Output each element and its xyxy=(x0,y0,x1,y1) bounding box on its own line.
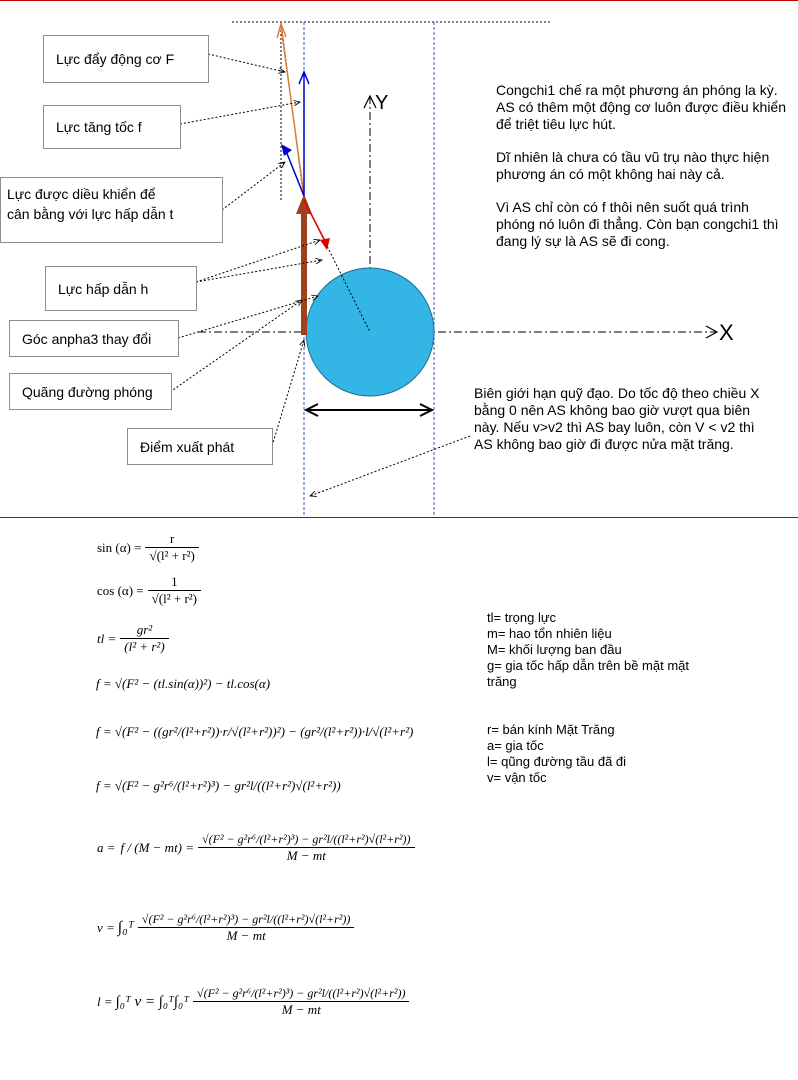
formula-l-lhs: l = xyxy=(97,994,113,1009)
formula-sin-den: √(l² + r²) xyxy=(149,548,195,563)
leader-path xyxy=(170,300,302,392)
formula-l-num: √(F² − g²r⁶/(l²+r²)³) − gr²l/((l²+r²)√(l²+r²)) xyxy=(193,986,409,1002)
formula-f1-rhs: √(F² − (tl.sin(α))²) − tl.cos(α) xyxy=(114,676,271,691)
formula-cos-num: 1 xyxy=(148,574,201,591)
leader-balance xyxy=(222,162,285,210)
formula-a-den: M − mt xyxy=(286,848,326,863)
formula-sin-lhs: sin (α) = xyxy=(97,539,142,555)
label-thrust: Lực đẩy động cơ F xyxy=(43,35,209,83)
formula-cos-den: √(l² + r²) xyxy=(151,591,198,606)
formula-v-num: √(F² − g²r⁶/(l²+r²)³) − gr²l/((l²+r²)√(l²+r²)) xyxy=(138,912,354,928)
formula-tl-den: (l² + r²) xyxy=(124,639,165,654)
formula-a-mid: f / (M − mt) = xyxy=(120,840,195,855)
legend-g2: trăng xyxy=(487,674,517,689)
formula-v-den: M − mt xyxy=(226,928,266,943)
formula-cos xyxy=(96,574,201,607)
label-start: Điểm xuất phát xyxy=(127,428,273,465)
formula-tl-num: gr² xyxy=(120,622,168,639)
description xyxy=(496,82,786,266)
formula-l-integral: ∫₀ᵀ v = ∫₀ᵀ∫₀ᵀ xyxy=(115,993,190,1010)
gravity-arrowhead xyxy=(320,238,330,250)
formula-f2-lhs: f = xyxy=(96,724,112,739)
label-path: Quãng đường phóng xyxy=(9,373,172,410)
formula-cos-lhs: cos (α) = xyxy=(97,582,144,598)
formula-a-num: √(F² − g²r⁶/(l²+r²)³) − gr²l/((l²+r²)√(l²+r²)) xyxy=(198,832,414,848)
formula-tl xyxy=(96,622,169,655)
formula-v-integral: ∫₀ᵀ xyxy=(117,919,134,936)
leader-thrust xyxy=(208,54,285,72)
label-balance-line2: cân bằng với lực hấp dẫn t xyxy=(7,206,174,222)
formula-sin-num: r xyxy=(145,531,198,548)
formula-f1 xyxy=(96,676,270,692)
formula-f2 xyxy=(96,724,413,740)
legend-v: v= vận tốc xyxy=(487,770,547,785)
legend-group-1 xyxy=(487,610,689,690)
border-note: Biên giới hạn quỹ đạo. Do tốc độ theo chiều X bằng 0 nên AS không bao giờ vượt qua biên này. Nếu v>v2 thì AS bay luôn, còn V < v2 thì AS không bao giờ đi được nửa mặt trăng. xyxy=(474,385,760,452)
formula-l xyxy=(96,986,409,1018)
formula-l-den: M − mt xyxy=(281,1002,321,1017)
formula-tl-lhs: tl = xyxy=(97,630,117,646)
description-p3: Vì AS chỉ còn có f thôi nên suốt quá trình phóng nó luôn đi thẳng. Còn bạn congchi1 thì đang lý sự là AS sẽ đi cong. xyxy=(496,199,779,249)
formula-a xyxy=(96,832,415,864)
description-p2: Dĩ nhiên là chưa có tầu vũ trụ nào thực hiện phương án có một không hai này cả. xyxy=(496,149,770,182)
leader-start xyxy=(272,340,304,446)
formula-v-lhs: v = xyxy=(97,920,115,935)
legend-r: r= bán kính Mặt Trăng xyxy=(487,722,615,737)
formula-v xyxy=(96,912,354,944)
formula-sin xyxy=(96,531,199,564)
formula-f2-rhs: √(F² − ((gr²/(l²+r²))·r/√(l²+r²))²) − (gr²/(l²+r²))·l/√(l²+r²) xyxy=(114,724,414,739)
formula-a-lhs: a = xyxy=(97,840,116,855)
legend-a: a= gia tốc xyxy=(487,738,544,753)
thrust-arrow xyxy=(281,26,304,196)
legend-M: M= khối lượng ban đầu xyxy=(487,642,622,657)
legend-group-2 xyxy=(487,722,626,786)
formula-f3 xyxy=(96,778,341,794)
leader-border xyxy=(310,436,470,496)
label-gravity: Lực hấp dẫn h xyxy=(45,266,197,311)
description-p1: Congchi1 chế ra một phương án phóng la kỳ. AS có thêm một động cơ luôn được điều khiển để triệt tiêu lực hút. xyxy=(496,82,787,132)
legend-m: m= hao tổn nhiên liệu xyxy=(487,626,612,641)
label-accel: Lực tăng tốc f xyxy=(43,105,181,149)
leader-accel xyxy=(180,102,300,124)
formula-f3-lhs: f = xyxy=(96,778,112,793)
legend-l: l= qũng đường tầu đã đi xyxy=(487,754,627,769)
label-angle: Góc anpha3 thay đổi xyxy=(9,320,179,357)
formula-f1-lhs: f = xyxy=(96,676,112,691)
x-axis-label: X xyxy=(719,320,734,345)
label-balance xyxy=(0,177,223,243)
label-balance-line1: Lực được diều khiển để xyxy=(7,186,156,202)
gravity-arrow xyxy=(304,200,327,245)
y-axis-label: Y xyxy=(375,92,389,114)
legend-g1: g= gia tốc hấp dẫn trên bề mặt mặt xyxy=(487,658,689,673)
formula-f3-rhs: √(F² − g²r⁶/(l²+r²)³) − gr²l/((l²+r²)√(l²+r²)) xyxy=(114,778,341,793)
legend-tl: tl= trọng lực xyxy=(487,610,557,625)
